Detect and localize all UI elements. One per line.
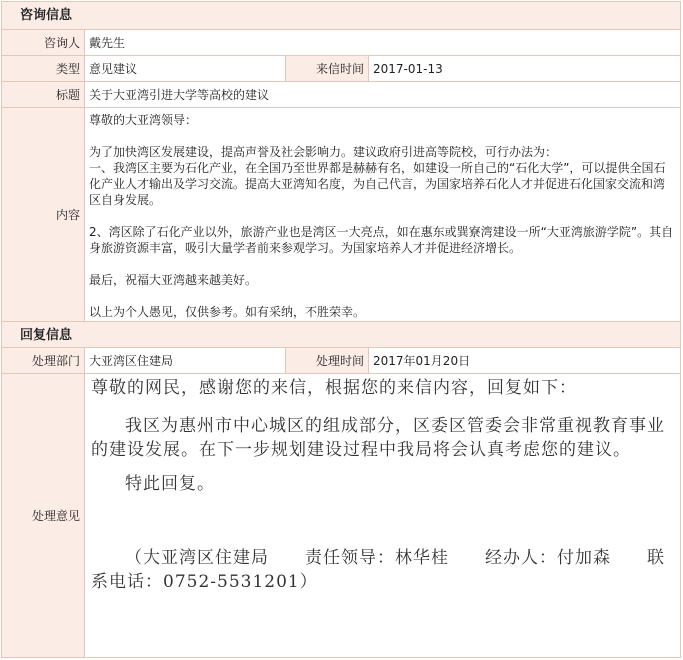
opinion-label-text: 处理意见 [31,508,80,523]
asker-value [84,29,681,56]
consult-section-header [1,1,681,30]
content-body [84,107,681,322]
asker-label [1,29,85,56]
title-value-text: 关于大亚湾引进大学等高校的建议 [89,87,270,102]
reply-section-title: 回复信息 [20,328,73,343]
asker-label-text: 咨询人 [43,35,80,50]
asker-value-text: 戴先生 [89,35,126,50]
content-greeting: 尊敬的大亚湾领导： [89,113,198,127]
dept-label-text: 处理部门 [31,353,80,368]
dept-label [1,347,85,374]
reply-time-value-text: 2017年01月20日 [373,353,471,368]
opinion-label [1,373,85,658]
date-value [368,55,681,82]
type-label-text: 类型 [55,61,80,76]
date-value-text: 2017-01-13 [373,61,443,76]
opinion-greeting: 尊敬的网民，感谢您的来信，根据您的来信内容，回复如下： [91,378,577,398]
content-closing: 最后，祝福大亚湾越来越美好。 [89,273,258,287]
dept-value-text: 大亚湾区住建局 [89,353,174,368]
content-point-1: 一、我湾区主要为石化产业，在全国乃至世界都是赫赫有名，如建设一所自己的“石化大学”，可以提供全国石化产业人才输出及学习交流。提高大亚湾知名度，为自己代言，为国家培养石化人才并促进石化国家交流和湾区自身发展。 [89,161,666,207]
content-remark: 以上为个人愚见，仅供参考。如有采纳，不胜荣幸。 [89,305,366,319]
title-label-text: 标题 [55,87,80,102]
content-point-2: 2、湾区除了石化产业以外，旅游产业也是湾区一大亮点，如在惠东或巽寮湾建设一所“大亚湾旅游学院”。其自身旅游资源丰富，吸引大量学者前来参观学习。为国家培养人才并促进经济增长。 [89,225,674,255]
content-label-text: 内容 [55,207,80,222]
opinion-closing: 特此回复。 [125,474,215,494]
title-value [84,81,681,108]
opinion-signature: （大亚湾区住建局 责任领导：林华桂 经办人：付加森 联系电话：0752-5531201） [91,548,665,592]
reply-time-value [368,347,681,374]
date-label [285,55,369,82]
opinion-main: 我区为惠州市中心城区的组成部分，区委区管委会非常重视教育事业的建设发展。在下一步规划建设过程中我局将会认真考虑您的建议。 [91,416,665,460]
dept-value [84,347,286,374]
reply-section-header [1,321,681,348]
type-label [1,55,85,82]
type-value-text: 意见建议 [89,61,138,76]
content-label [1,107,85,322]
consult-section-title: 咨询信息 [20,8,73,23]
content-intro: 为了加快湾区发展建设，提高声誉及社会影响力。建议政府引进高等院校，可行办法为： [89,145,558,159]
title-label [1,81,85,108]
reply-time-label-text: 处理时间 [315,353,364,368]
reply-time-label [285,347,369,374]
date-label-text: 来信时间 [315,61,364,76]
consultation-table [1,1,681,658]
type-value [84,55,286,82]
opinion-body [84,373,681,658]
